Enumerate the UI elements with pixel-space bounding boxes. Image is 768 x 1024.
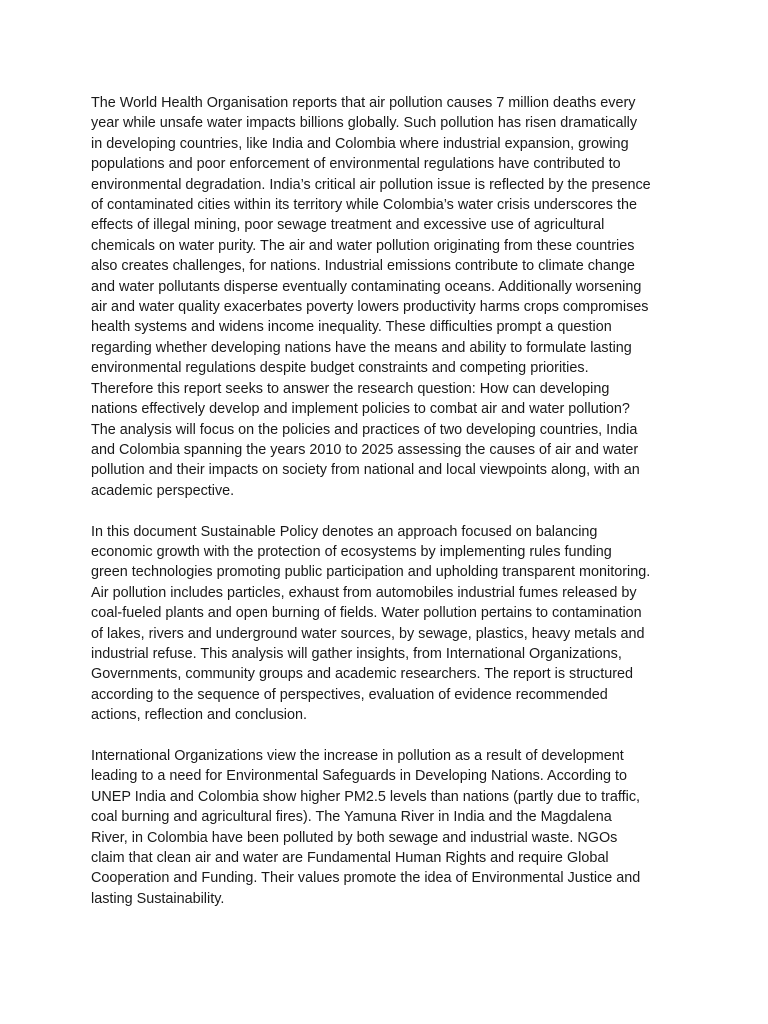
text-line: pollution and their impacts on society from national and local viewpoints along, with an <box>91 462 640 479</box>
text-line: nations effectively develop and implement policies to combat air and water pollution? <box>91 401 630 418</box>
text-line: year while unsafe water impacts billions globally. Such pollution has risen dramatically <box>91 115 638 132</box>
text-line: Governments, community groups and academic researchers. The report is structured <box>91 666 634 683</box>
text-line: The analysis will focus on the policies and practices of two developing countries, India <box>91 421 638 438</box>
text-line: claim that clean air and water are Fundamental Human Rights and require Global <box>91 850 609 866</box>
text-line: Cooperation and Funding. Their values promote the idea of Environmental Justice and <box>91 870 641 887</box>
text-line: green technologies promoting public participation and upholding transparent monitoring. <box>91 564 651 581</box>
text-line: In this document Sustainable Policy denotes an approach focused on balancing <box>91 523 598 540</box>
text-line: according to the sequence of perspectives, evaluation of evidence recommended <box>91 686 608 703</box>
text-line: International Organizations view the increase in pollution as a result of development <box>91 747 624 764</box>
text-line: effects of illegal mining, poor sewage treatment and excessive use of agricultural <box>91 217 605 234</box>
text-line: environmental degradation. India’s critical air pollution issue is reflected by the presence <box>91 176 651 193</box>
text-line: of lakes, rivers and underground water sources, by sewage, plastics, heavy metals and <box>91 625 645 642</box>
text-line: UNEP India and Colombia show higher PM2.5 levels than nations (partly due to traffic, <box>91 788 641 805</box>
text-line: industrial refuse. This analysis will gather insights, from International Organizations, <box>91 645 622 662</box>
text-line: lasting Sustainability. <box>91 890 225 907</box>
paragraph-3 <box>91 746 681 909</box>
text-line: chemicals on water purity. The air and water pollution originating from these countries <box>91 237 635 254</box>
text-line: Therefore this report seeks to answer the research question: How can developing <box>91 380 610 397</box>
text-line: The World Health Organisation reports that air pollution causes 7 million deaths every <box>91 95 636 111</box>
text-line: and water pollutants disperse eventually contaminating oceans. Additionally worsening <box>91 278 642 295</box>
paragraph-1 <box>91 93 681 501</box>
text-line: coal burning and agricultural fires). The Yamuna River in India and the Magdalena <box>91 809 612 826</box>
text-line: of contaminated cities within its territory while Colombia’s water crisis underscores the <box>91 197 637 214</box>
text-line: health systems and widens income inequality. These difficulties prompt a question <box>91 319 612 336</box>
text-line: and Colombia spanning the years 2010 to 2025 assessing the causes of air and water <box>91 441 639 458</box>
text-line: coal-fueled plants and open burning of fields. Water pollution pertains to contamination <box>91 605 642 622</box>
text-line: Air pollution includes particles, exhaust from automobiles industrial fumes released by <box>91 584 637 601</box>
text-line: also creates challenges, for nations. Industrial emissions contribute to climate change <box>91 258 635 275</box>
text-line: leading to a need for Environmental Safeguards in Developing Nations. According to <box>91 768 627 785</box>
text-line: River, in Colombia have been polluted by both sewage and industrial waste. NGOs <box>91 829 618 846</box>
text-line: regarding whether developing nations have the means and ability to formulate lasting <box>91 339 632 356</box>
text-line: environmental regulations despite budget constraints and competing priorities. <box>91 360 589 377</box>
document-body <box>91 93 681 930</box>
text-line: in developing countries, like India and Colombia where industrial expansion, growing <box>91 135 629 152</box>
text-line: economic growth with the protection of ecosystems by implementing rules funding <box>91 543 612 560</box>
text-line: populations and poor enforcement of environmental regulations have contributed to <box>91 156 621 173</box>
paragraph-2 <box>91 522 681 726</box>
text-line: academic perspective. <box>91 482 235 499</box>
text-line: air and water quality exacerbates poverty lowers productivity harms crops compromises <box>91 299 649 316</box>
text-line: actions, reflection and conclusion. <box>91 707 307 724</box>
